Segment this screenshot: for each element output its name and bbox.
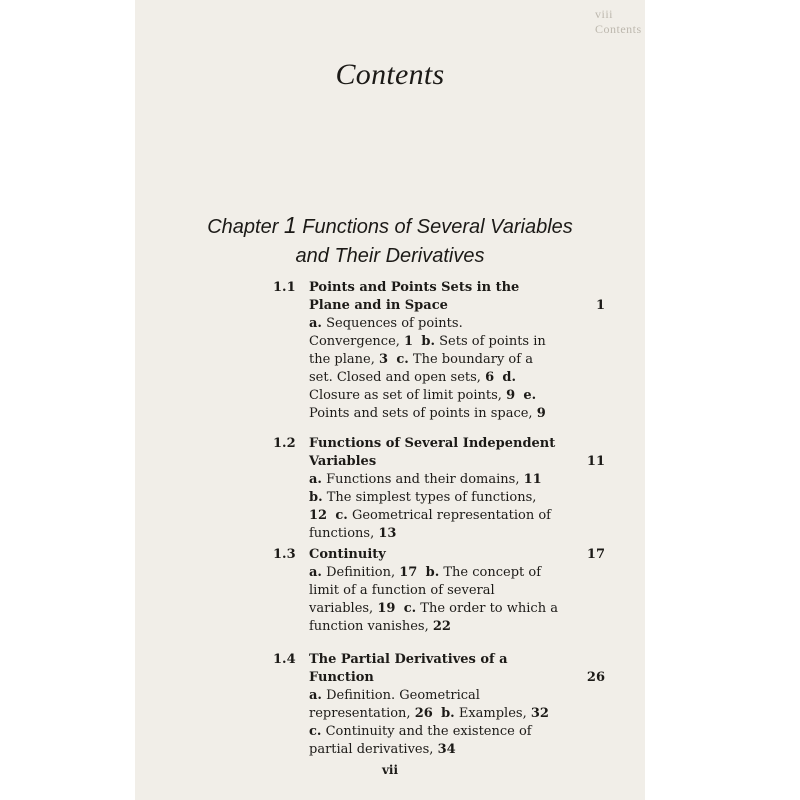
item-page: 26 [414,706,433,721]
item-letter: d. [502,370,516,385]
page-title: Contents [335,58,445,91]
section-number: 1.1 [273,280,296,295]
item-text: Continuity and the existence of partial derivatives, [309,724,532,757]
item-text: The order to which a function vanishes, [309,601,558,634]
chapter-label: Chapter [207,216,279,238]
chapter-number: 1 [283,212,297,238]
item-text: Geometrical representation of functions, [309,508,551,541]
chapter-heading-line1 [135,211,645,242]
section-description [309,564,559,636]
item-letter: e. [523,388,537,403]
book-page [135,0,645,800]
item-letter: b. [425,565,440,580]
item-letter: c. [335,508,348,523]
item-page: 13 [378,526,397,541]
toc-section [273,279,603,423]
item-letter: b. [441,706,455,721]
item-page: 17 [399,565,418,580]
bleed-through-header: viii Contents [595,7,642,36]
section-body [309,546,559,636]
section-title: Continuity [309,547,386,562]
toc-section [273,546,603,636]
item-page: 1 [404,334,414,349]
item-page: 9 [506,388,516,403]
section-description [309,471,561,543]
item-text: Examples, [458,706,527,721]
item-text: The boundary of a set. Closed and open sets, [309,352,533,385]
section-body [309,651,557,759]
item-page: 9 [536,406,546,421]
section-body [309,279,557,423]
section-number: 1.2 [273,436,296,451]
item-letter: b. [309,490,323,505]
chapter-title-line2: and Their Derivatives [295,245,485,267]
section-number: 1.4 [273,652,296,667]
item-page: 19 [377,601,396,616]
chapter-heading [135,211,645,271]
section-title: Functions of Several Independent Variables [309,436,556,469]
section-description [309,315,557,423]
item-text: Points and sets of points in space, [309,406,533,421]
page-folio: vii [381,763,399,777]
item-letter: c. [403,601,417,616]
item-text: Functions and their domains, [326,472,520,487]
item-page: 6 [485,370,495,385]
section-description [309,687,557,759]
item-text: The simplest types of functions, [326,490,537,505]
item-page: 12 [309,508,328,523]
section-page: 1 [595,298,605,313]
toc-section [273,651,603,759]
item-text: Sets of points in the plane, [309,334,546,367]
item-letter: c. [396,352,409,367]
item-page: 3 [379,352,389,367]
toc-section [273,435,603,543]
item-letter: a. [309,565,322,580]
section-title: Points and Points Sets in the Plane and in Space [309,280,520,313]
item-text: Definition, [326,565,396,580]
item-letter: a. [309,688,322,703]
item-page: 22 [432,619,451,634]
item-text: Sequences of points. Convergence, [309,316,463,349]
item-text: Definition. Geometrical representation, [309,688,480,721]
item-letter: c. [309,724,322,739]
section-title: The Partial Derivatives of a Function [309,652,508,685]
chapter-title-line1: Functions of Several Variables [302,216,573,238]
section-body [309,435,561,543]
item-page: 11 [523,472,542,487]
item-letter: b. [421,334,435,349]
item-page: 32 [530,706,549,721]
section-page: 26 [586,670,605,685]
item-letter: a. [309,472,322,487]
item-text: The concept of limit of a function of several variables, [309,565,542,616]
item-page: 34 [437,742,456,757]
section-page: 17 [586,547,605,562]
item-text: Closure as set of limit points, [309,388,502,403]
item-letter: a. [309,316,322,331]
section-page: 11 [586,454,605,469]
section-number: 1.3 [273,547,296,562]
